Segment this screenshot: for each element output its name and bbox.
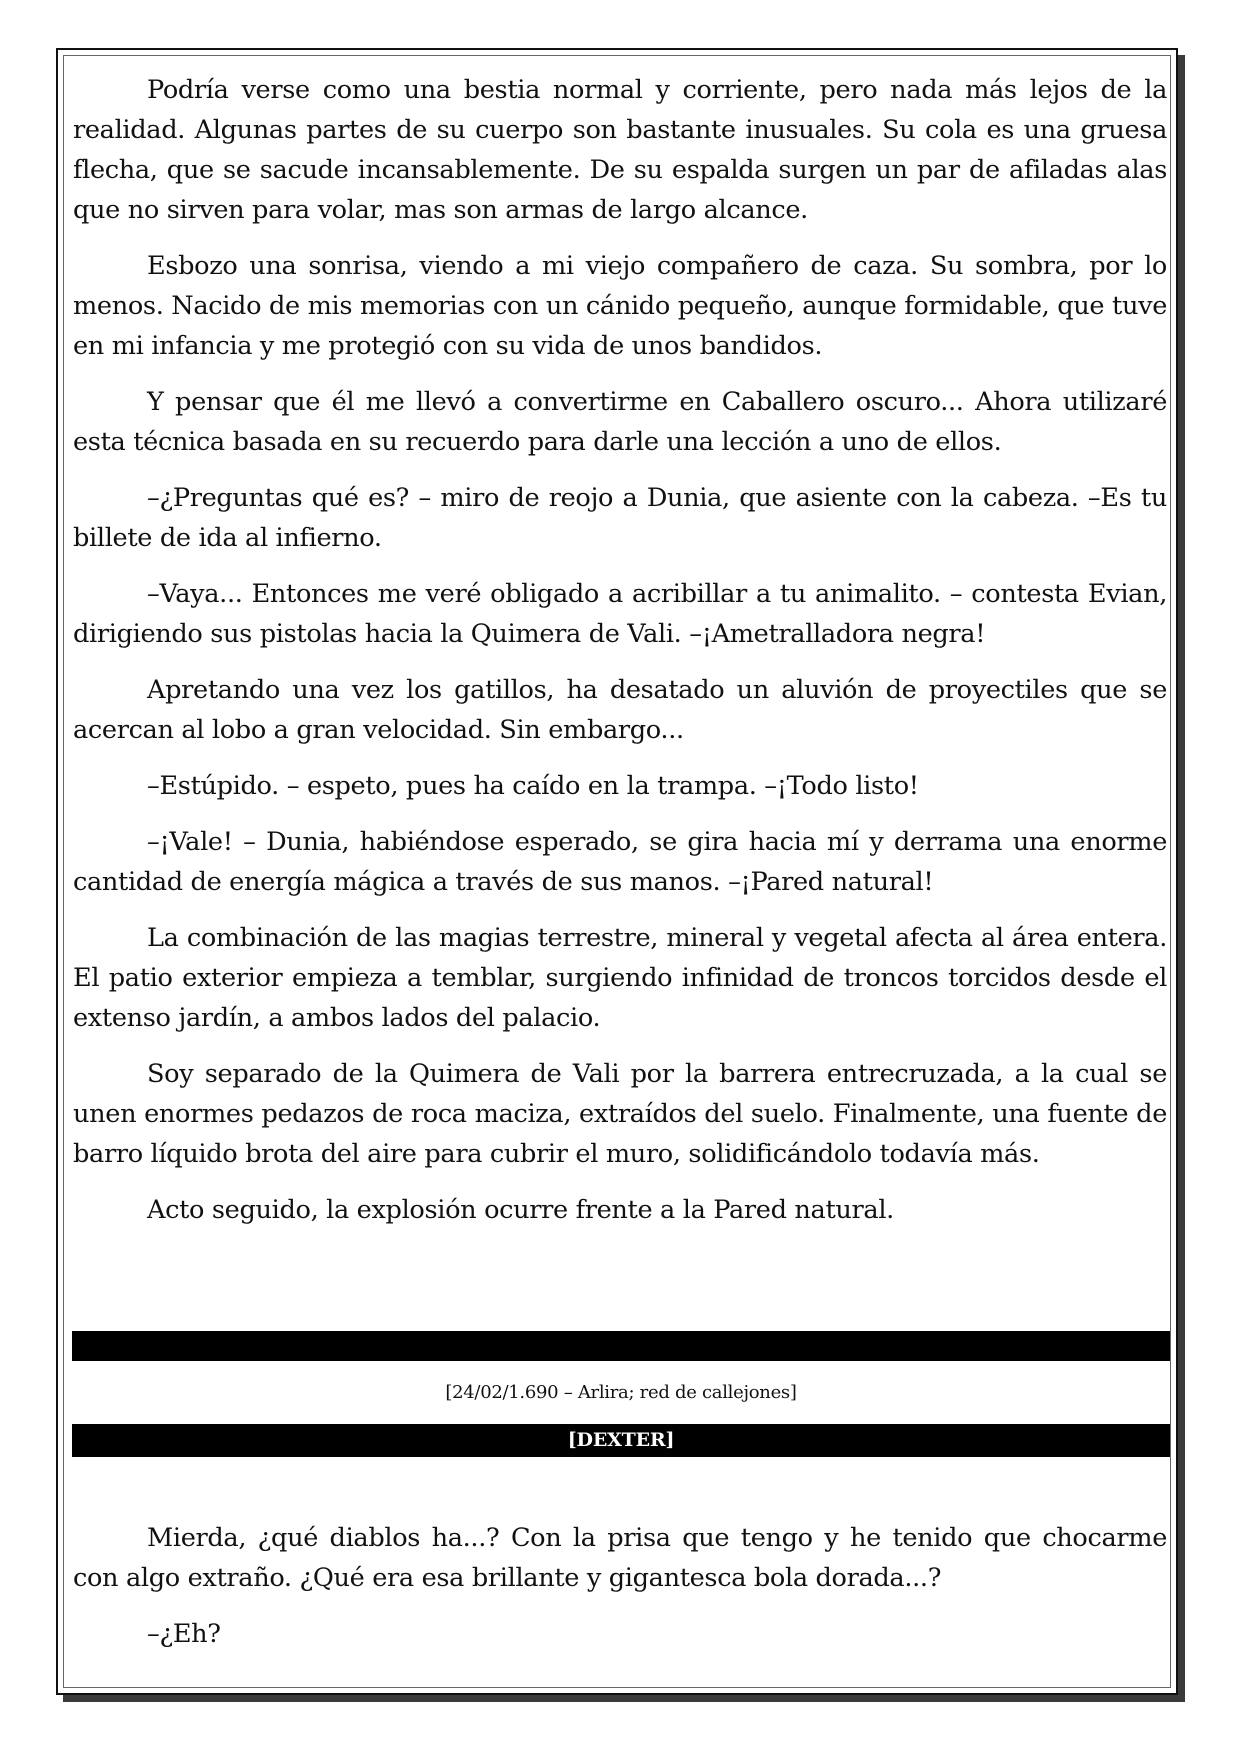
character-header: [DEXTER] (72, 1424, 1170, 1457)
paragraph: –¿Preguntas qué es? – miro de reojo a Dunia, que asiente con la cabeza. –Es tu billete de ida al infierno. (73, 483, 1167, 553)
paragraph: Apretando una vez los gatillos, ha desatado un aluvión de proyectiles que se acercan al lobo a gran velocidad. Sin embargo... (73, 675, 1167, 745)
paragraph: Y pensar que él me llevó a convertirme en Caballero oscuro... Ahora utilizaré esta técnica basada en su recuerdo para darle una lección a uno de ellos. (73, 387, 1167, 457)
paragraph: Esbozo una sonrisa, viendo a mi viejo compañero de caza. Su sombra, por lo menos. Nacido de mis memorias con un cánido pequeño, aunque formidable, que tuve en mi infancia y me protegió con su vida de unos bandidos. (73, 251, 1167, 361)
section-divider-bar (72, 1331, 1170, 1361)
paragraph: –¿Eh? (147, 1619, 221, 1649)
paragraph: Podría verse como una bestia normal y corriente, pero nada más lejos de la realidad. Algunas partes de su cuerpo son bastante inusuales. Su cola es una gruesa flecha, que se sacude incansablemente. De su espalda surgen un par de afiladas alas que no sirven para volar, mas son armas de largo alcance. (73, 75, 1167, 225)
paragraph: Soy separado de la Quimera de Vali por la barrera entrecruzada, a la cual se unen enormes pedazos de roca maciza, extraídos del suelo. Finalmente, una fuente de barro líquido brota del aire para cubrir el muro, solidificándolo todavía más. (73, 1059, 1167, 1169)
paragraph: La combinación de las magias terrestre, mineral y vegetal afecta al área entera. El patio exterior empieza a temblar, surgiendo infinidad de troncos torcidos desde el extenso jardín, a ambos lados del palacio. (73, 923, 1167, 1033)
story-text-top (73, 70, 1167, 1246)
paragraph: –¡Vale! – Dunia, habiéndose esperado, se gira hacia mí y derrama una enorme cantidad de energía mágica a través de sus manos. –¡Pared natural! (73, 827, 1167, 897)
paragraph: Mierda, ¿qué diablos ha...? Con la prisa que tengo y he tenido que chocarme con algo extraño. ¿Qué era esa brillante y gigantesca bola dorada...? (73, 1523, 1167, 1593)
paragraph: Acto seguido, la explosión ocurre frente a la Pared natural. (147, 1195, 894, 1225)
story-text-bottom (73, 1518, 1167, 1670)
paragraph: –Vaya... Entonces me veré obligado a acribillar a tu animalito. – contesta Evian, dirigiendo sus pistolas hacia la Quimera de Vali. –¡Ametralladora negra! (73, 579, 1167, 649)
scene-header: [24/02/1.690 – Arlira; red de callejones] (445, 1382, 797, 1403)
paragraph: –Estúpido. – espeto, pues ha caído en la trampa. –¡Todo listo! (147, 771, 919, 801)
